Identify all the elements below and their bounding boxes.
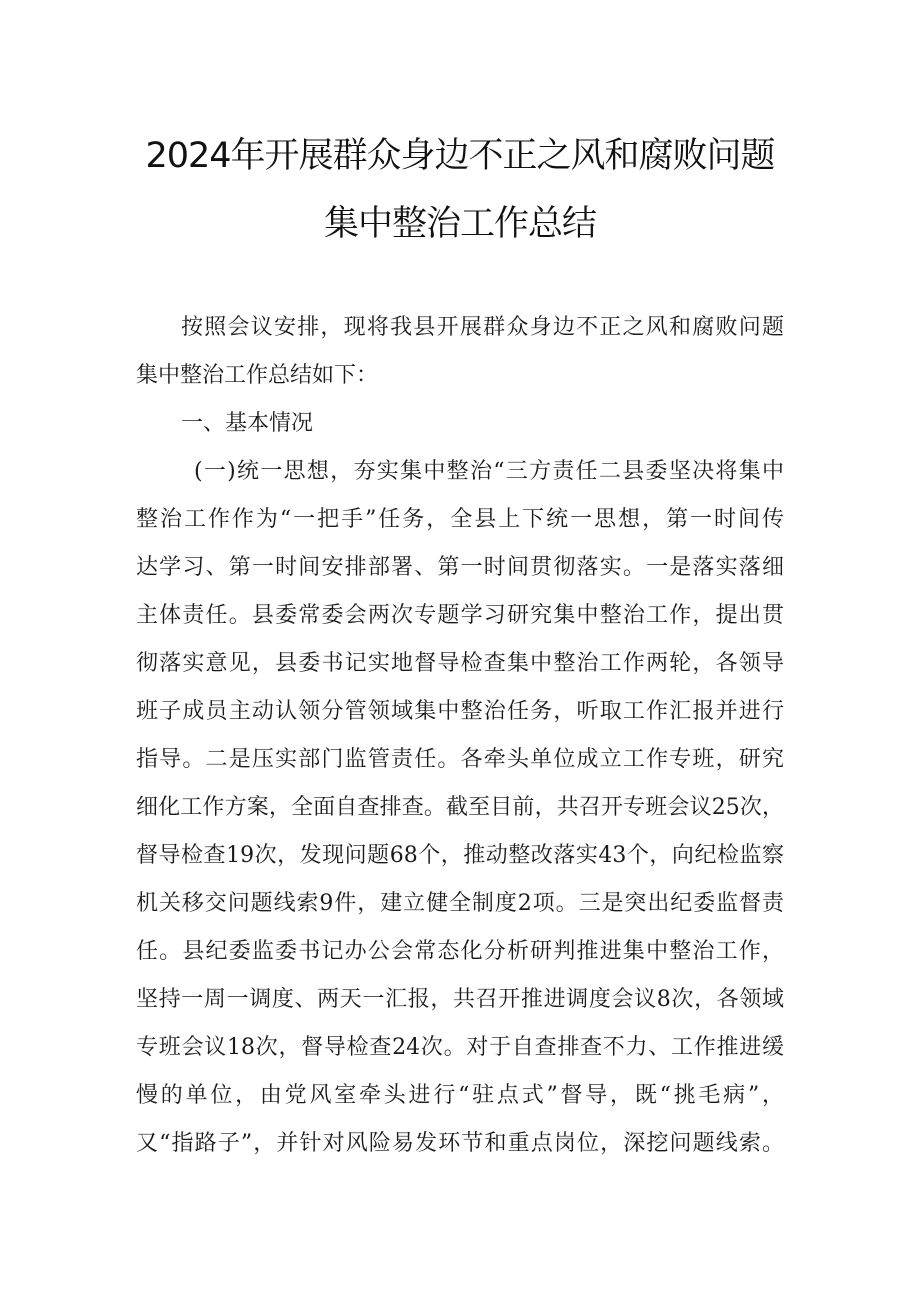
- paragraph-line: 整治工作作为“一把手”任务，全县上下统一思想，第一时间传: [136, 507, 784, 532]
- paragraph-line: 机关移交问题线索9件，建立健全制度2项。三是突出纪委监督责: [136, 891, 784, 916]
- paragraph-line: 达学习、第一时间安排部署、第一时间贯彻落实。一是落实落细: [136, 555, 784, 580]
- paragraph-line: 按照会议安排，现将我县开展群众身边不正之风和腐败问题: [181, 315, 784, 340]
- paragraph-line: 慢的单位，由党风室牵头进行“驻点式”督导，既“挑毛病”，: [136, 1083, 784, 1108]
- paragraph-line: (一)统一思想，夯实集中整治“三方责任二县委坚决将集中: [194, 459, 784, 484]
- paragraph-line: 主体责任。县委常委会两次专题学习研究集中整治工作，提出贯: [136, 603, 784, 628]
- paragraph-line: 指导。二是压实部门监管责任。各牵头单位成立工作专班，研究: [136, 747, 784, 772]
- paragraph-line: 细化工作方案，全面自查排查。截至目前，共召开专班会议25次，: [136, 795, 784, 820]
- document-title-line-1: 2024年开展群众身边不正之风和腐败问题: [145, 136, 775, 176]
- paragraph-line: 督导检查19次，发现问题68个，推动整改落实43个，向纪检监察: [136, 843, 784, 868]
- section-heading: 一、基本情况: [181, 411, 314, 436]
- paragraph-line: 班子成员主动认领分管领域集中整治任务，听取工作汇报并进行: [136, 699, 784, 724]
- paragraph-line: 任。县纪委监委书记办公会常态化分析研判推进集中整治工作，: [136, 939, 784, 964]
- paragraph-line: 坚持一周一调度、两天一汇报，共召开推进调度会议8次，各领域: [136, 987, 784, 1012]
- paragraph-line: 又“指路子”，并针对风险易发环节和重点岗位，深挖问题线索。: [136, 1131, 784, 1156]
- paragraph-line: 专班会议18次，督导检查24次。对于自查排查不力、工作推进缓: [136, 1035, 784, 1060]
- paragraph-line: 彻落实意见，县委书记实地督导检查集中整治工作两轮，各领导: [136, 651, 784, 676]
- paragraph-line: 集中整治工作总结如下：: [136, 363, 379, 388]
- document-title-line-2: 集中整治工作总结: [323, 204, 596, 244]
